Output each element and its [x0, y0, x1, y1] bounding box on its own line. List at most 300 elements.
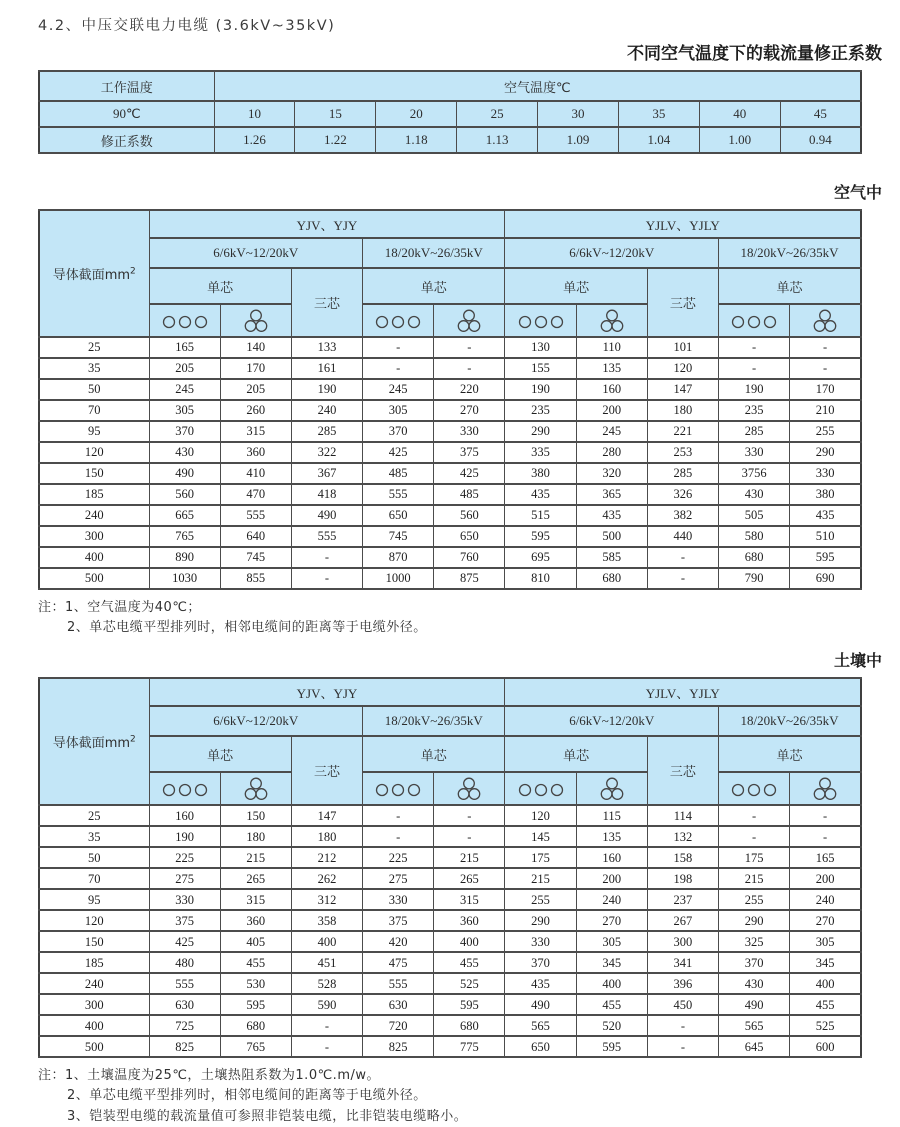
factor-cell: 1.26: [214, 127, 295, 153]
capacity-value-cell: 237: [647, 889, 718, 910]
capacity-value-cell: 215: [719, 868, 790, 889]
capacity-value-cell: 120: [505, 805, 576, 826]
capacity-value-cell: -: [291, 1036, 362, 1057]
trefoil-formation-icon: [600, 309, 624, 333]
capacity-value-cell: 290: [719, 910, 790, 931]
capacity-value-cell: 595: [505, 526, 576, 547]
table-row: [39, 526, 861, 547]
single-core-header: 单芯: [149, 268, 291, 304]
capacity-value-cell: 590: [291, 994, 362, 1015]
capacity-value-cell: 341: [647, 952, 718, 973]
capacity-value-cell: 810: [505, 568, 576, 589]
capacity-value-cell: 265: [220, 868, 291, 889]
formation-header-cell: [220, 304, 291, 337]
capacity-value-cell: 325: [719, 931, 790, 952]
factor-cell: 1.09: [538, 127, 619, 153]
trefoil-formation-icon: [600, 777, 624, 801]
capacity-value-cell: 130: [505, 337, 576, 358]
capacity-value-cell: 455: [434, 952, 505, 973]
conductor-size-cell: 400: [39, 547, 149, 568]
capacity-value-cell: 345: [576, 952, 647, 973]
capacity-value-cell: 367: [291, 463, 362, 484]
capacity-value-cell: 220: [434, 379, 505, 400]
capacity-value-cell: 470: [220, 484, 291, 505]
capacity-value-cell: 330: [363, 889, 434, 910]
capacity-value-cell: -: [434, 805, 505, 826]
capacity-value-cell: 262: [291, 868, 362, 889]
capacity-value-cell: 451: [291, 952, 362, 973]
capacity-value-cell: 440: [647, 526, 718, 547]
correction-factor-table: [38, 70, 862, 154]
capacity-value-cell: 515: [505, 505, 576, 526]
capacity-value-cell: 305: [363, 400, 434, 421]
capacity-value-cell: 190: [149, 826, 220, 847]
formation-header-cell: [576, 304, 647, 337]
conductor-size-cell: 120: [39, 910, 149, 931]
trefoil-formation-icon: [457, 309, 481, 333]
capacity-value-cell: 132: [647, 826, 718, 847]
single-core-header: 单芯: [505, 736, 647, 772]
capacity-value-cell: 400: [790, 973, 861, 994]
table-row: [39, 547, 861, 568]
capacity-value-cell: 375: [149, 910, 220, 931]
capacity-value-cell: 595: [434, 994, 505, 1015]
capacity-value-cell: 595: [220, 994, 291, 1015]
capacity-value-cell: 560: [434, 505, 505, 526]
capacity-value-cell: 855: [220, 568, 291, 589]
capacity-value-cell: 160: [576, 379, 647, 400]
capacity-value-cell: 270: [790, 910, 861, 931]
capacity-value-cell: 290: [790, 442, 861, 463]
table-row: [39, 1015, 861, 1036]
single-core-header: 单芯: [719, 268, 862, 304]
capacity-value-cell: 110: [576, 337, 647, 358]
factor-cell: 1.18: [376, 127, 457, 153]
temp-cell: 15: [295, 101, 376, 127]
capacity-value-cell: 720: [363, 1015, 434, 1036]
capacity-value-cell: 210: [790, 400, 861, 421]
capacity-value-cell: 330: [719, 442, 790, 463]
cable-type-header: YJV、YJY: [149, 678, 505, 706]
capacity-value-cell: 680: [576, 568, 647, 589]
conductor-size-cell: 185: [39, 952, 149, 973]
capacity-value-cell: 555: [220, 505, 291, 526]
capacity-value-cell: 420: [363, 931, 434, 952]
voltage-header: 6/6kV~12/20kV: [505, 706, 719, 736]
header-row: [39, 736, 861, 772]
flat-formation-icon: [162, 783, 208, 797]
capacity-value-cell: 695: [505, 547, 576, 568]
conductor-size-cell: 185: [39, 484, 149, 505]
temp-cell: 40: [699, 101, 780, 127]
capacity-value-cell: 101: [647, 337, 718, 358]
table-row: [39, 568, 861, 589]
capacity-value-cell: -: [790, 805, 861, 826]
trefoil-formation-icon: [244, 777, 268, 801]
capacity-value-cell: 235: [505, 400, 576, 421]
capacity-value-cell: 480: [149, 952, 220, 973]
capacity-value-cell: 490: [149, 463, 220, 484]
capacity-value-cell: -: [363, 826, 434, 847]
capacity-value-cell: -: [647, 568, 718, 589]
capacity-value-cell: 396: [647, 973, 718, 994]
capacity-value-cell: -: [719, 805, 790, 826]
conductor-size-cell: 70: [39, 400, 149, 421]
capacity-value-cell: 275: [149, 868, 220, 889]
table-row: [39, 973, 861, 994]
capacity-value-cell: 455: [790, 994, 861, 1015]
voltage-header: 6/6kV~12/20kV: [505, 238, 719, 268]
capacity-value-cell: 245: [363, 379, 434, 400]
flat-formation-icon: [375, 315, 421, 329]
capacity-value-cell: -: [291, 1015, 362, 1036]
conductor-size-cell: 150: [39, 931, 149, 952]
conductor-size-cell: 240: [39, 973, 149, 994]
capacity-value-cell: -: [434, 826, 505, 847]
capacity-value-cell: 290: [505, 421, 576, 442]
table-row: [39, 847, 861, 868]
capacity-value-cell: 312: [291, 889, 362, 910]
table-row: [39, 337, 861, 358]
capacity-value-cell: 435: [505, 973, 576, 994]
capacity-value-cell: 215: [505, 868, 576, 889]
capacity-value-cell: 745: [220, 547, 291, 568]
capacity-value-cell: 435: [790, 505, 861, 526]
temp-cell: 20: [376, 101, 457, 127]
capacity-value-cell: 890: [149, 547, 220, 568]
conductor-size-cell: 400: [39, 1015, 149, 1036]
single-core-header: 单芯: [719, 736, 862, 772]
conductor-size-cell: 25: [39, 337, 149, 358]
conductor-size-cell: 95: [39, 889, 149, 910]
capacity-value-cell: 267: [647, 910, 718, 931]
capacity-value-cell: -: [790, 337, 861, 358]
capacity-value-cell: 275: [363, 868, 434, 889]
capacity-value-cell: 345: [790, 952, 861, 973]
capacity-value-cell: 225: [363, 847, 434, 868]
capacity-value-cell: 595: [576, 1036, 647, 1057]
correction-table-title: 不同空气温度下的载流量修正系数: [627, 44, 882, 64]
temp-cell: 45: [780, 101, 861, 127]
formation-header-cell: [434, 304, 505, 337]
factor-label: 修正系数: [39, 127, 214, 153]
flat-formation-icon: [375, 783, 421, 797]
voltage-header: 18/20kV~26/35kV: [363, 706, 505, 736]
capacity-value-cell: 680: [719, 547, 790, 568]
capacity-value-cell: 505: [719, 505, 790, 526]
capacity-value-cell: 450: [647, 994, 718, 1015]
capacity-value-cell: 212: [291, 847, 362, 868]
capacity-value-cell: -: [291, 568, 362, 589]
table-row: [39, 889, 861, 910]
trefoil-formation-icon: [244, 309, 268, 333]
table-row: [39, 101, 861, 127]
capacity-value-cell: 375: [434, 442, 505, 463]
capacity-value-cell: 870: [363, 547, 434, 568]
voltage-header: 18/20kV~26/35kV: [363, 238, 505, 268]
conductor-size-cell: 35: [39, 826, 149, 847]
capacity-value-cell: 600: [790, 1036, 861, 1057]
capacity-value-cell: 555: [363, 484, 434, 505]
soil-capacity-table: [38, 677, 862, 1058]
capacity-value-cell: 370: [363, 421, 434, 442]
capacity-value-cell: 425: [434, 463, 505, 484]
trefoil-formation-icon: [457, 777, 481, 801]
single-core-header: 单芯: [363, 268, 505, 304]
header-row: [39, 678, 861, 706]
conductor-size-cell: 500: [39, 568, 149, 589]
capacity-value-cell: 255: [790, 421, 861, 442]
conductor-size-cell: 95: [39, 421, 149, 442]
capacity-value-cell: 147: [647, 379, 718, 400]
three-core-header: 三芯: [647, 736, 718, 805]
capacity-value-cell: 790: [719, 568, 790, 589]
flat-formation-icon: [518, 783, 564, 797]
table-row: [39, 400, 861, 421]
table-row: [39, 484, 861, 505]
capacity-value-cell: 430: [719, 484, 790, 505]
conductor-size-cell: 300: [39, 994, 149, 1015]
capacity-value-cell: 315: [434, 889, 505, 910]
capacity-value-cell: 305: [576, 931, 647, 952]
capacity-value-cell: 555: [291, 526, 362, 547]
factor-cell: 1.04: [618, 127, 699, 153]
table-row: [39, 463, 861, 484]
capacity-value-cell: 680: [220, 1015, 291, 1036]
capacity-value-cell: -: [790, 358, 861, 379]
flat-formation-icon: [731, 315, 777, 329]
capacity-value-cell: 555: [149, 973, 220, 994]
capacity-value-cell: 765: [220, 1036, 291, 1057]
capacity-value-cell: 235: [719, 400, 790, 421]
capacity-value-cell: 380: [505, 463, 576, 484]
capacity-value-cell: 190: [291, 379, 362, 400]
trefoil-formation-icon: [813, 777, 837, 801]
conductor-size-cell: 50: [39, 379, 149, 400]
capacity-value-cell: 255: [505, 889, 576, 910]
soil-section-title: 土壤中: [833, 651, 882, 671]
capacity-value-cell: 180: [220, 826, 291, 847]
capacity-value-cell: 175: [505, 847, 576, 868]
table-row: [39, 442, 861, 463]
capacity-value-cell: 245: [149, 379, 220, 400]
capacity-value-cell: 305: [149, 400, 220, 421]
formation-header-cell: [363, 304, 434, 337]
table-row: [39, 1036, 861, 1057]
capacity-value-cell: 215: [434, 847, 505, 868]
formation-header-cell: [505, 304, 576, 337]
capacity-value-cell: 3756: [719, 463, 790, 484]
capacity-value-cell: 221: [647, 421, 718, 442]
capacity-value-cell: 135: [576, 358, 647, 379]
header-row: [39, 210, 861, 238]
temp-cell: 10: [214, 101, 295, 127]
factor-cell: 1.00: [699, 127, 780, 153]
table-row: [39, 379, 861, 400]
capacity-value-cell: 360: [220, 910, 291, 931]
capacity-value-cell: 680: [434, 1015, 505, 1036]
three-core-header: 三芯: [291, 736, 362, 805]
capacity-value-cell: 400: [576, 973, 647, 994]
capacity-value-cell: 528: [291, 973, 362, 994]
capacity-value-cell: 170: [220, 358, 291, 379]
formation-header-cell: [790, 304, 861, 337]
capacity-value-cell: 430: [719, 973, 790, 994]
capacity-value-cell: 435: [505, 484, 576, 505]
header-row: [39, 238, 861, 268]
capacity-value-cell: -: [719, 337, 790, 358]
capacity-value-cell: 455: [220, 952, 291, 973]
formation-header-cell: [149, 304, 220, 337]
capacity-value-cell: 245: [576, 421, 647, 442]
work-temp-header: 工作温度: [39, 71, 214, 101]
trefoil-formation-icon: [813, 309, 837, 333]
table-row: [39, 127, 861, 153]
capacity-value-cell: 158: [647, 847, 718, 868]
temp-cell: 30: [538, 101, 619, 127]
capacity-value-cell: 253: [647, 442, 718, 463]
header-row: [39, 706, 861, 736]
capacity-value-cell: 1000: [363, 568, 434, 589]
temp-cell: 35: [618, 101, 699, 127]
formation-header-cell: [719, 304, 790, 337]
capacity-value-cell: 145: [505, 826, 576, 847]
capacity-value-cell: 215: [220, 847, 291, 868]
capacity-value-cell: 400: [434, 931, 505, 952]
capacity-value-cell: 370: [149, 421, 220, 442]
table-row: [39, 931, 861, 952]
table-row: [39, 505, 861, 526]
capacity-value-cell: 640: [220, 526, 291, 547]
capacity-value-cell: 330: [505, 931, 576, 952]
capacity-value-cell: 133: [291, 337, 362, 358]
capacity-value-cell: 360: [220, 442, 291, 463]
flat-formation-icon: [731, 783, 777, 797]
formation-header-cell: [149, 772, 220, 805]
capacity-value-cell: 155: [505, 358, 576, 379]
capacity-value-cell: 165: [149, 337, 220, 358]
capacity-value-cell: 825: [149, 1036, 220, 1057]
formation-header-cell: [505, 772, 576, 805]
air-table-body: [39, 337, 861, 589]
capacity-value-cell: 240: [291, 400, 362, 421]
capacity-value-cell: 135: [576, 826, 647, 847]
note-line: 2、单芯电缆平型排列时，相邻电缆间的距离等于电缆外径。: [67, 1088, 427, 1104]
capacity-value-cell: 435: [576, 505, 647, 526]
capacity-value-cell: 485: [434, 484, 505, 505]
capacity-value-cell: 525: [790, 1015, 861, 1036]
capacity-value-cell: 175: [719, 847, 790, 868]
capacity-value-cell: 490: [291, 505, 362, 526]
capacity-value-cell: 430: [149, 442, 220, 463]
work-temp-value: 90℃: [39, 101, 214, 127]
capacity-value-cell: 205: [220, 379, 291, 400]
header-row: [39, 772, 861, 805]
capacity-value-cell: 114: [647, 805, 718, 826]
capacity-value-cell: 290: [505, 910, 576, 931]
capacity-value-cell: 580: [719, 526, 790, 547]
capacity-value-cell: 305: [790, 931, 861, 952]
capacity-value-cell: 382: [647, 505, 718, 526]
capacity-value-cell: 405: [220, 931, 291, 952]
factor-cell: 1.22: [295, 127, 376, 153]
capacity-value-cell: 240: [576, 889, 647, 910]
flat-formation-icon: [162, 315, 208, 329]
note-line: 注：1、空气温度为40℃；: [38, 600, 201, 615]
single-core-header: 单芯: [363, 736, 505, 772]
three-core-header: 三芯: [291, 268, 362, 337]
capacity-value-cell: 285: [647, 463, 718, 484]
capacity-value-cell: 410: [220, 463, 291, 484]
capacity-value-cell: 650: [363, 505, 434, 526]
voltage-header: 18/20kV~26/35kV: [719, 238, 862, 268]
capacity-value-cell: -: [291, 547, 362, 568]
capacity-value-cell: 500: [576, 526, 647, 547]
capacity-value-cell: 530: [220, 973, 291, 994]
capacity-value-cell: 825: [363, 1036, 434, 1057]
capacity-value-cell: 360: [434, 910, 505, 931]
capacity-value-cell: 200: [790, 868, 861, 889]
capacity-value-cell: -: [790, 826, 861, 847]
temp-cell: 25: [457, 101, 538, 127]
capacity-value-cell: 745: [363, 526, 434, 547]
capacity-value-cell: 775: [434, 1036, 505, 1057]
air-notes: [38, 598, 882, 638]
capacity-value-cell: 320: [576, 463, 647, 484]
capacity-value-cell: 490: [505, 994, 576, 1015]
capacity-value-cell: 285: [719, 421, 790, 442]
formation-header-cell: [220, 772, 291, 805]
formation-header-cell: [363, 772, 434, 805]
header-row: [39, 268, 861, 304]
single-core-header: 单芯: [505, 268, 647, 304]
note-line: 注：1、土壤温度为25℃，土壤热阻系数为1.0℃.m/w。: [38, 1068, 380, 1084]
capacity-value-cell: 380: [790, 484, 861, 505]
capacity-value-cell: 765: [149, 526, 220, 547]
table-row: [39, 952, 861, 973]
capacity-value-cell: 520: [576, 1015, 647, 1036]
capacity-value-cell: 270: [576, 910, 647, 931]
capacity-value-cell: 370: [505, 952, 576, 973]
capacity-value-cell: 161: [291, 358, 362, 379]
formation-header-cell: [576, 772, 647, 805]
table-row: [39, 910, 861, 931]
capacity-value-cell: 665: [149, 505, 220, 526]
capacity-value-cell: 260: [220, 400, 291, 421]
conductor-size-cell: 240: [39, 505, 149, 526]
capacity-value-cell: 425: [149, 931, 220, 952]
note-line: 3、铠装型电缆的载流量值可参照非铠装电缆，比非铠装电缆略小。: [67, 1108, 468, 1124]
capacity-value-cell: 585: [576, 547, 647, 568]
capacity-value-cell: 147: [291, 805, 362, 826]
capacity-value-cell: -: [647, 1015, 718, 1036]
header-row: [39, 304, 861, 337]
capacity-value-cell: 200: [576, 400, 647, 421]
capacity-value-cell: 400: [291, 931, 362, 952]
capacity-value-cell: 160: [149, 805, 220, 826]
capacity-value-cell: 270: [434, 400, 505, 421]
capacity-value-cell: -: [434, 337, 505, 358]
soil-table-body: [39, 805, 861, 1057]
capacity-value-cell: 255: [719, 889, 790, 910]
capacity-value-cell: 510: [790, 526, 861, 547]
table-row: [39, 868, 861, 889]
capacity-value-cell: 265: [434, 868, 505, 889]
capacity-value-cell: -: [719, 358, 790, 379]
factor-cell: 0.94: [780, 127, 861, 153]
capacity-value-cell: 690: [790, 568, 861, 589]
factor-cell: 1.13: [457, 127, 538, 153]
